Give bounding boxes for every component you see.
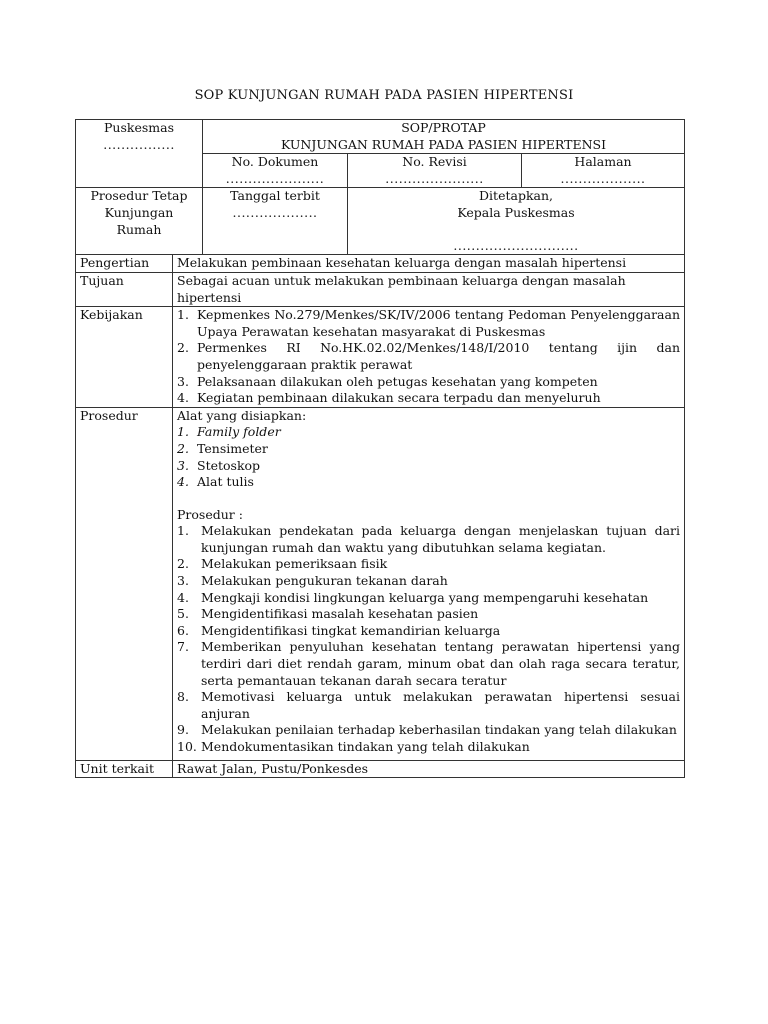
- prosedur-tetap-cell: [76, 188, 203, 255]
- list-item: [177, 441, 680, 458]
- no-revisi-cell: [348, 154, 522, 188]
- list-item: [177, 474, 680, 491]
- list-item: [177, 307, 680, 340]
- item-text: Mengidentifikasi masalah kesehatan pasien: [201, 606, 479, 622]
- item-text: Melakukan penilaian terhadap keberhasilan tindakan yang telah dilakukan: [201, 722, 677, 738]
- item-number: 2.: [177, 440, 189, 456]
- item-text: Family folder: [197, 424, 281, 440]
- item-text: Mengkaji kondisi lingkungan keluarga yang mempengaruhi kesehatan: [201, 589, 649, 605]
- alat-heading: Alat yang disiapkan:: [177, 407, 307, 423]
- list-item: [177, 374, 680, 391]
- unit-text: Rawat Jalan, Pustu/Ponkesdes: [173, 760, 685, 778]
- puskesmas-dots: ................: [103, 136, 175, 152]
- list-item: [177, 390, 680, 407]
- kepala-signature-dots: ............................: [453, 237, 579, 253]
- item-number: 5.: [177, 606, 189, 622]
- halaman-label: Halaman: [574, 154, 632, 170]
- sop-table: [75, 119, 685, 778]
- kebijakan-list: [177, 307, 680, 407]
- item-number: 3.: [177, 573, 189, 589]
- item-text: Melakukan pemeriksaan fisik: [201, 556, 388, 572]
- no-dokumen-cell: [203, 154, 348, 188]
- row-tujuan: [76, 272, 685, 306]
- item-number: 3.: [177, 373, 189, 389]
- pengertian-text: Melakukan pembinaan kesehatan keluarga dengan masalah hipertensi: [173, 255, 685, 273]
- prosedur-heading: Prosedur :: [177, 506, 243, 522]
- list-item: [177, 590, 680, 607]
- list-item: [177, 340, 680, 373]
- item-number: 1.: [177, 424, 189, 440]
- list-item: [177, 424, 680, 441]
- list-item: [177, 689, 680, 722]
- item-text: Mengidentifikasi tingkat kemandirian keluarga: [201, 622, 501, 638]
- item-text: Permenkes RI No.HK.02.02/Menkes/148/I/2010 tentang ijin dan penyelenggaraan praktik perawat: [197, 340, 681, 372]
- puskesmas-label: Puskesmas: [104, 120, 174, 135]
- item-number: 8.: [177, 689, 189, 705]
- item-text: Melakukan pengukuran tekanan darah: [201, 573, 448, 589]
- item-number: 6.: [177, 622, 189, 638]
- item-text: Melakukan pendekatan pada keluarga dengan menjelaskan tujuan dari kunjungan rumah dan waktu yang dibutuhkan selama kegiatan.: [201, 523, 681, 555]
- item-text: Kegiatan pembinaan dilakukan secara terpadu dan menyeluruh: [197, 390, 601, 406]
- no-dokumen-dots: ......................: [225, 170, 325, 186]
- prosedur-content: [173, 407, 685, 760]
- item-text: Memotivasi keluarga untuk melakukan perawatan hipertensi sesuai anjuran: [201, 689, 681, 721]
- list-item: [177, 639, 680, 689]
- no-revisi-label: No. Revisi: [402, 154, 467, 170]
- prosedur-tetap-line2: Kunjungan: [104, 204, 174, 220]
- item-text: Kepmenkes No.279/Menkes/SK/IV/2006 tentang Pedoman Penyelenggaraan Upaya Perawatan kesehatan masyarakat di Puskesmas: [197, 307, 681, 339]
- unit-label: Unit terkait: [76, 760, 173, 778]
- list-item: [177, 606, 680, 623]
- tanggal-terbit-cell: [203, 188, 348, 255]
- item-number: 3.: [177, 457, 189, 473]
- item-text: Stetoskop: [197, 457, 261, 473]
- prosedur-label: Prosedur: [76, 407, 173, 760]
- tujuan-label: Tujuan: [76, 272, 173, 306]
- kebijakan-label: Kebijakan: [76, 307, 173, 408]
- item-number: 1.: [177, 523, 189, 539]
- item-number: 4.: [177, 589, 189, 605]
- list-item: [177, 556, 680, 573]
- alat-list: [177, 424, 680, 490]
- item-number: 9.: [177, 722, 189, 738]
- item-number: 2.: [177, 340, 189, 356]
- item-number: 4.: [177, 474, 189, 490]
- list-item: [177, 523, 680, 556]
- item-number: 7.: [177, 639, 189, 655]
- row-kebijakan: [76, 307, 685, 408]
- pengertian-label: Pengertian: [76, 255, 173, 273]
- list-item: [177, 458, 680, 475]
- row-prosedur: [76, 407, 685, 760]
- halaman-cell: [522, 154, 685, 188]
- header-row-3: [76, 188, 685, 255]
- list-item: [177, 623, 680, 640]
- sop-title: KUNJUNGAN RUMAH PADA PASIEN HIPERTENSI: [281, 136, 607, 152]
- tanggal-terbit-dots: ...................: [232, 204, 318, 220]
- item-number: 10.: [177, 739, 197, 754]
- no-revisi-dots: ......................: [385, 170, 484, 186]
- item-text: Mendokumentasikan tindakan yang telah dilakukan: [201, 739, 530, 754]
- item-number: 4.: [177, 390, 189, 406]
- sop-title-cell: [203, 120, 685, 154]
- prosedur-tetap-line1: Prosedur Tetap: [90, 188, 188, 204]
- halaman-dots: ...................: [560, 170, 646, 186]
- list-item: [177, 573, 680, 590]
- kepala-label: Kepala Puskesmas: [457, 204, 575, 220]
- header-row-1: [76, 120, 685, 154]
- item-text: Alat tulis: [197, 474, 254, 490]
- item-number: 2.: [177, 556, 189, 572]
- ditetapkan-cell: [348, 188, 685, 255]
- puskesmas-cell: [76, 120, 203, 188]
- list-item: [177, 739, 680, 756]
- prosedur-list: [177, 523, 680, 755]
- item-text: Pelaksanaan dilakukan oleh petugas kesehatan yang kompeten: [197, 373, 598, 389]
- item-text: Memberikan penyuluhan kesehatan tentang perawatan hipertensi yang terdiri dari diet rendah garam, minum obat dan olah raga secara teratur, serta pemantauan tekanan darah secara teratur: [201, 639, 681, 688]
- prosedur-tetap-line3: Rumah: [116, 221, 162, 237]
- list-item: [177, 722, 680, 739]
- row-pengertian: [76, 255, 685, 273]
- kebijakan-content: [173, 307, 685, 408]
- row-unit-terkait: [76, 760, 685, 778]
- no-dokumen-label: No. Dokumen: [231, 154, 319, 170]
- tanggal-terbit-label: Tanggal terbit: [230, 188, 320, 204]
- item-number: 1.: [177, 307, 189, 323]
- tujuan-text: Sebagai acuan untuk melakukan pembinaan keluarga dengan masalah hipertensi: [173, 272, 685, 306]
- item-text: Tensimeter: [197, 440, 268, 456]
- ditetapkan-label: Ditetapkan,: [479, 188, 553, 204]
- sop-label: SOP/PROTAP: [401, 120, 486, 135]
- document-title: SOP KUNJUNGAN RUMAH PADA PASIEN HIPERTENSI: [194, 88, 574, 103]
